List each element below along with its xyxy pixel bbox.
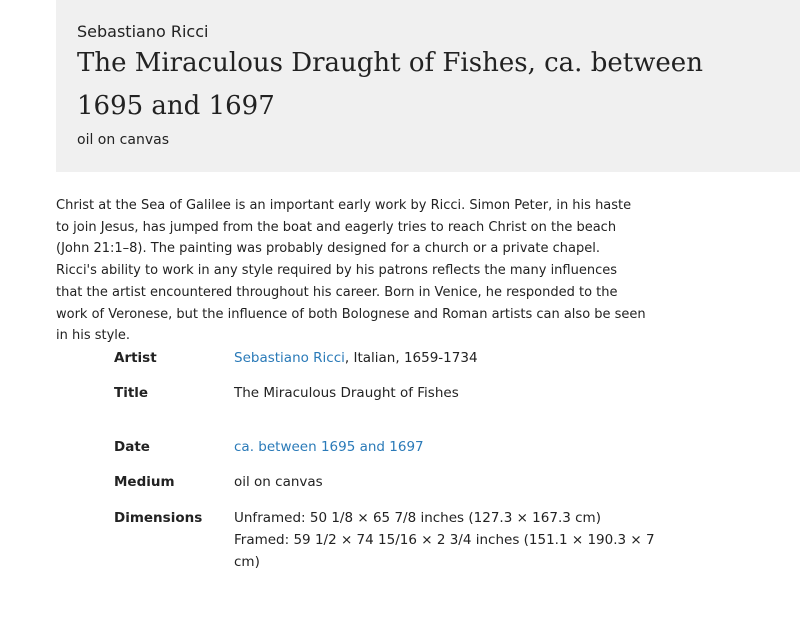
dimensions-unframed: Unframed: 50 1/8 × 65 7/8 inches (127.3 × 167.3 cm)	[234, 510, 601, 526]
artist-nationality-dates: , Italian, 1659-1734	[344, 350, 478, 366]
date-link[interactable]: ca. between 1695 and 1697	[234, 439, 424, 455]
dimensions-framed: Framed: 59 1/2 × 74 15/16 × 2 3/4 inches (151.1 × 190.3 × 7 cm)	[234, 532, 655, 570]
details-label-title: Title	[114, 385, 149, 401]
header-artist-name: Sebastiano Ricci	[77, 22, 209, 41]
details-value-dimensions	[234, 507, 674, 573]
details-label-artist: Artist	[114, 350, 157, 366]
details-value-medium: oil on canvas	[234, 474, 323, 490]
artwork-description	[56, 195, 646, 347]
description-paragraph-1: Christ at the Sea of Galilee is an important early work by Ricci. Simon Peter, in his haste to join Jesus, has jumped from the boat and eagerly tries to reach Christ on the beach (John 21:1–8). The painting was probably designed for a church or a private chapel.	[56, 198, 632, 257]
details-label-dimensions: Dimensions	[114, 510, 203, 526]
artwork-header	[56, 0, 800, 172]
header-medium: oil on canvas	[77, 132, 169, 148]
details-value-date	[234, 436, 424, 458]
details-label-date: Date	[114, 439, 150, 455]
description-paragraph-2: Ricci's ability to work in any style required by his patrons reflects the many influences that the artist encountered throughout his career. Born in Venice, he responded to the work of Veronese, but the influence of both Bolognese and Roman artists can also be seen in his style.	[56, 263, 646, 344]
page-title: The Miraculous Draught of Fishes, ca. between 1695 and 1697	[77, 48, 703, 121]
details-value-artist	[234, 347, 478, 369]
details-label-medium: Medium	[114, 474, 175, 490]
details-value-title: The Miraculous Draught of Fishes	[234, 385, 459, 401]
artist-link[interactable]: Sebastiano Ricci	[234, 350, 345, 366]
